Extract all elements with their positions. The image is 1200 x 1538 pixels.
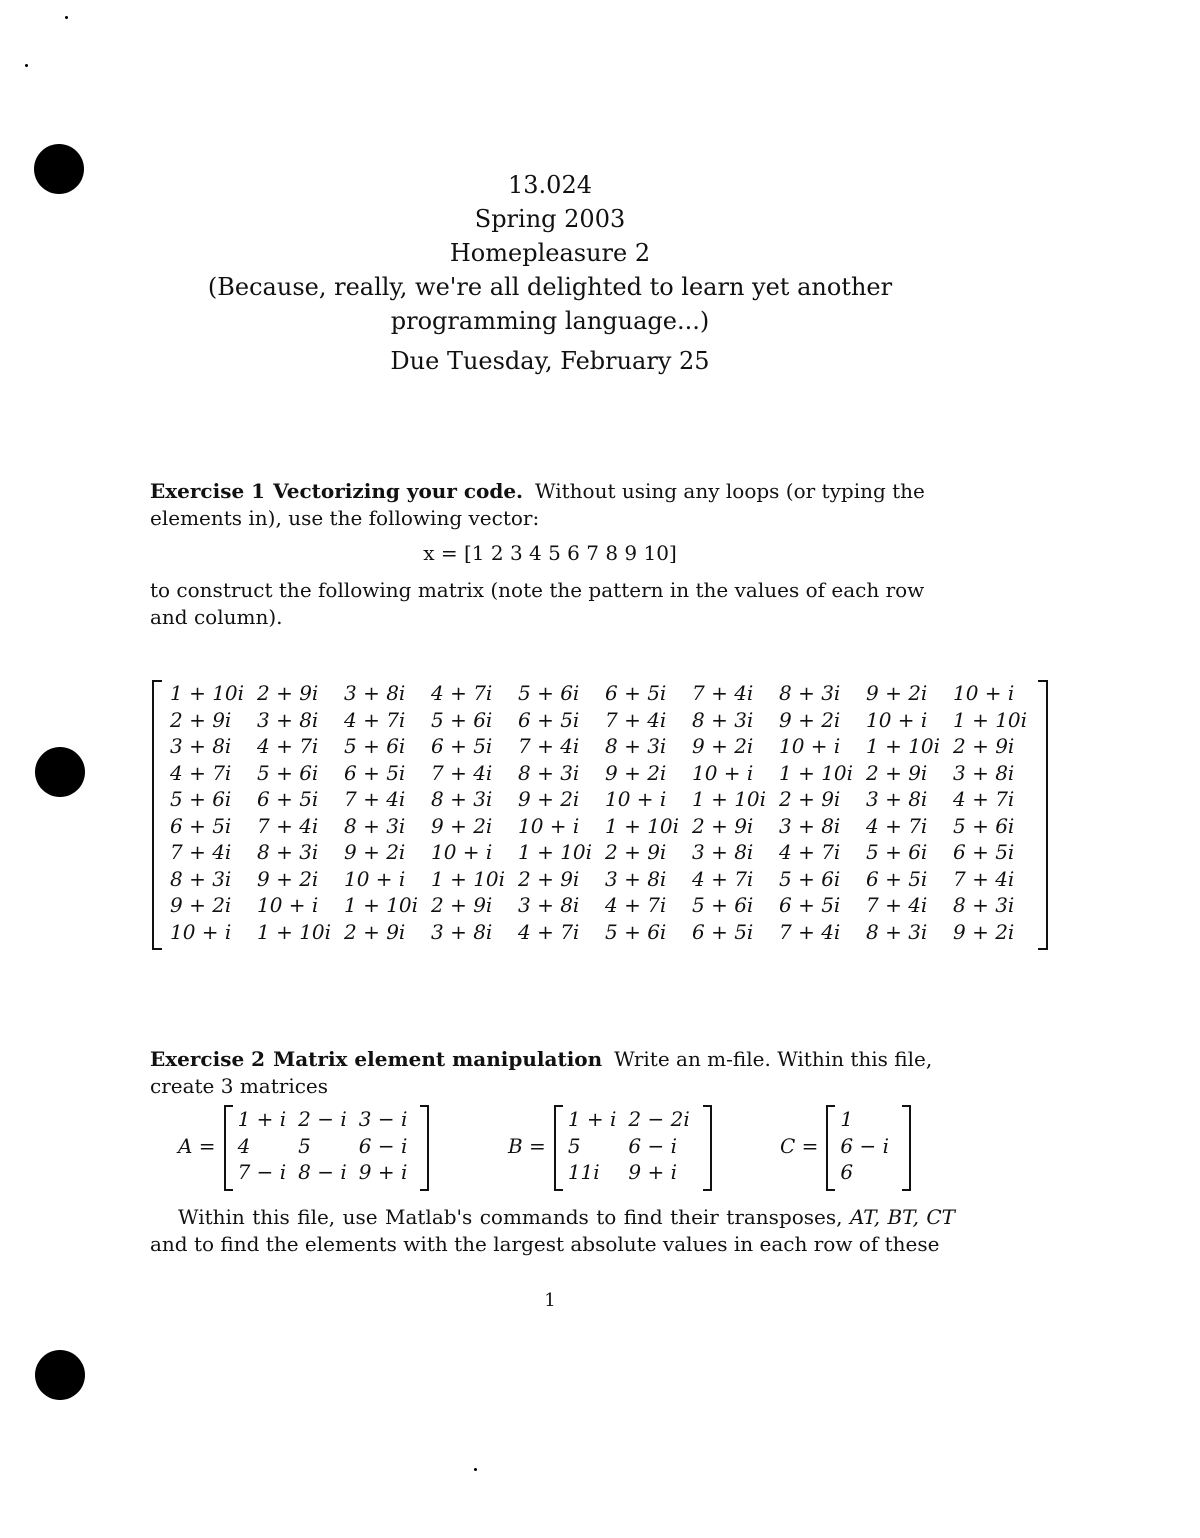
matrix-b-body [554, 1105, 712, 1187]
matrix-c-cell: 6 − i [840, 1133, 890, 1158]
matrix-b-cell: 5 [567, 1133, 581, 1158]
complex-matrix-cell: 7 + 4i [170, 840, 232, 865]
exercise-2-title: Matrix element manipulation [273, 1047, 603, 1071]
complex-matrix-cell: 4 + 7i [779, 840, 841, 865]
complex-matrix-cell: 8 + 3i [257, 840, 319, 865]
complex-matrix-cell: 7 + 4i [431, 760, 493, 785]
complex-matrix-cell: 8 + 3i [605, 734, 667, 759]
matrix-c-left-bracket [826, 1105, 835, 1191]
complex-matrix-cell: 7 + 4i [779, 919, 841, 944]
transposes-expression: AT, BT, CT [849, 1205, 956, 1229]
assignment-subtitle: (Because, really, we're all delighted to learn yet another programming language...) [207, 273, 893, 335]
complex-matrix-cell: 8 + 3i [692, 707, 754, 732]
exercise-2 [150, 1046, 950, 1100]
exercise-2-text: Write an m-file. Within this file, create 3 matrices [150, 1047, 933, 1098]
complex-matrix-cell: 7 + 4i [866, 893, 928, 918]
matrix-a-table [236, 1106, 418, 1186]
complex-matrix-cell: 1 + 10i [692, 787, 767, 812]
complex-matrix-cell: 4 + 7i [692, 866, 754, 891]
matrix-a-cell: 3 − i [358, 1107, 408, 1132]
matrix-c-row [838, 1133, 899, 1160]
matrix-a-cell: 6 − i [358, 1133, 408, 1158]
exercise-1-text: Without using any loops (or typing the elements in), use the following vector: [150, 479, 925, 530]
complex-matrix-cell: 1 + 10i [953, 707, 1028, 732]
complex-matrix-cell: 4 + 7i [170, 760, 232, 785]
complex-matrix-cell: 1 + 10i [431, 866, 506, 891]
complex-matrix-cell: 9 + 2i [953, 919, 1015, 944]
matrix-right-bracket [1038, 680, 1048, 950]
complex-matrix-cell: 2 + 9i [344, 919, 406, 944]
matrix-b-name: B = [508, 1134, 546, 1158]
complex-matrix-cell: 2 + 9i [257, 681, 319, 706]
matrix-b-row [566, 1106, 700, 1133]
matrix-b [508, 1104, 712, 1188]
matrix-c-body [826, 1105, 911, 1187]
complex-matrix-cell: 8 + 3i [779, 681, 841, 706]
matrix-b-cell: 9 + i [628, 1160, 677, 1185]
complex-matrix-cell: 10 + i [866, 707, 928, 732]
complex-matrix-cell: 5 + 6i [953, 813, 1015, 838]
complex-matrix-cell: 6 + 5i [953, 840, 1015, 865]
exercise-1-text-2: to construct the following matrix (note the pattern in the values of each row and column). [150, 578, 925, 629]
matrix-a-row [236, 1133, 418, 1160]
complex-matrix-row [170, 733, 1040, 760]
complex-matrix-cell: 4 + 7i [866, 813, 928, 838]
complex-matrix-cell: 8 + 3i [170, 866, 232, 891]
scan-speck [474, 1468, 477, 1471]
complex-matrix-cell: 1 + 10i [779, 760, 854, 785]
complex-matrix-row [170, 919, 1040, 946]
exercise-1-statement [150, 478, 950, 532]
complex-matrix-cell: 9 + 2i [866, 681, 928, 706]
complex-matrix-cell: 4 + 7i [257, 734, 319, 759]
complex-matrix-cell: 1 + 10i [170, 681, 245, 706]
matrix-a-row [236, 1106, 418, 1133]
complex-matrix-cell: 7 + 4i [692, 681, 754, 706]
matrix-definitions [178, 1104, 938, 1188]
matrix-a-name: A = [178, 1134, 216, 1158]
complex-matrix-cell: 10 + i [518, 813, 580, 838]
complex-matrix-cell: 1 + 10i [257, 919, 332, 944]
complex-matrix-cell: 10 + i [170, 919, 232, 944]
complex-matrix-cell: 6 + 5i [518, 707, 580, 732]
matrix-a-left-bracket [224, 1105, 233, 1191]
exercise-2-label: Exercise 2 [150, 1047, 266, 1071]
complex-matrix-cell: 7 + 4i [518, 734, 580, 759]
complex-matrix-cell: 7 + 4i [605, 707, 667, 732]
complex-matrix-cell: 7 + 4i [257, 813, 319, 838]
complex-matrix-cell: 7 + 4i [953, 866, 1015, 891]
complex-matrix-row [170, 813, 1040, 840]
complex-matrix-cell: 5 + 6i [779, 866, 841, 891]
complex-matrix-cell: 4 + 7i [518, 919, 580, 944]
complex-matrix-cell: 3 + 8i [692, 840, 754, 865]
matrix-b-row [566, 1159, 700, 1186]
matrix-c-cell: 1 [840, 1107, 854, 1132]
complex-matrix-row [170, 707, 1040, 734]
complex-matrix-cell: 10 + i [953, 681, 1015, 706]
complex-matrix-cell: 10 + i [779, 734, 841, 759]
complex-matrix-cell: 3 + 8i [170, 734, 232, 759]
complex-matrix-cell: 9 + 2i [170, 893, 232, 918]
matrix-b-cell: 2 − 2i [628, 1107, 690, 1132]
complex-matrix-row [170, 786, 1040, 813]
complex-matrix-cell: 3 + 8i [779, 813, 841, 838]
exercise-2-paragraph-end: and to find the elements with the largest absolute values in each row of these [150, 1232, 940, 1256]
matrix-a-cell: 5 [298, 1133, 311, 1158]
complex-matrix-cell: 7 + 4i [344, 787, 406, 812]
exercise-2-paragraph-start: Within this file, use Matlab's commands to find their transposes, [178, 1205, 843, 1229]
complex-matrix-cell: 5 + 6i [692, 893, 754, 918]
complex-matrix-cell: 2 + 9i [605, 840, 667, 865]
complex-matrix-cell: 10 + i [431, 840, 493, 865]
complex-matrix-row [170, 839, 1040, 866]
complex-matrix-cell: 9 + 2i [344, 840, 406, 865]
complex-matrix-cell: 2 + 9i [866, 760, 928, 785]
complex-matrix-cell: 1 + 10i [344, 893, 419, 918]
complex-matrix-table [170, 680, 1040, 945]
scan-speck [25, 64, 28, 67]
complex-matrix-row [170, 680, 1040, 707]
complex-matrix-cell: 10 + i [257, 893, 319, 918]
matrix-c-row [838, 1106, 899, 1133]
complex-matrix-cell: 2 + 9i [431, 893, 493, 918]
matrix-b-right-bracket [703, 1105, 712, 1191]
matrix-c-name: C = [780, 1134, 819, 1158]
complex-matrix-cell: 8 + 3i [953, 893, 1015, 918]
matrix-c [780, 1104, 911, 1188]
complex-matrix-cell: 2 + 9i [779, 787, 841, 812]
complex-matrix-cell: 1 + 10i [866, 734, 941, 759]
complex-matrix-cell: 3 + 8i [866, 787, 928, 812]
complex-matrix-cell: 8 + 3i [866, 919, 928, 944]
matrix-b-row [566, 1133, 700, 1160]
complex-matrix-cell: 3 + 8i [518, 893, 580, 918]
term: Spring 2003 [474, 205, 626, 233]
scan-speck [65, 16, 68, 19]
complex-matrix-cell: 10 + i [344, 866, 406, 891]
complex-matrix-cell: 1 + 10i [605, 813, 680, 838]
complex-matrix-cell: 9 + 2i [779, 707, 841, 732]
course-number: 13.024 [508, 171, 592, 199]
matrix-a-right-bracket [420, 1105, 429, 1191]
matrix-a-row [236, 1159, 418, 1186]
complex-matrix-cell: 5 + 6i [866, 840, 928, 865]
complex-matrix-cell: 3 + 8i [953, 760, 1015, 785]
complex-matrix-cell: 9 + 2i [257, 866, 319, 891]
matrix-a-cell: 4 [237, 1133, 251, 1158]
complex-matrix-cell: 9 + 2i [518, 787, 580, 812]
matrix-a-body [224, 1105, 430, 1187]
complex-matrix-cell: 6 + 5i [344, 760, 406, 785]
matrix-a [178, 1104, 429, 1188]
exercise-1 [150, 478, 950, 631]
complex-matrix-cell: 10 + i [692, 760, 754, 785]
exercise-2-statement [150, 1046, 950, 1100]
matrix-c-right-bracket [902, 1105, 911, 1191]
complex-matrix-row [170, 760, 1040, 787]
matrix-b-cell: 1 + i [567, 1107, 617, 1132]
matrix-b-table [566, 1106, 700, 1186]
complex-matrix-cell: 2 + 9i [692, 813, 754, 838]
complex-matrix [152, 680, 1048, 946]
complex-matrix-cell: 6 + 5i [605, 681, 667, 706]
matrix-b-cell: 6 − i [628, 1133, 677, 1158]
complex-matrix-row [170, 866, 1040, 893]
binder-hole-middle [35, 747, 85, 797]
matrix-a-cell: 2 − i [298, 1107, 347, 1132]
title-block [0, 168, 1100, 378]
page-number: 1 [544, 1290, 556, 1311]
complex-matrix-cell: 4 + 7i [344, 707, 406, 732]
complex-matrix-cell: 2 + 9i [170, 707, 232, 732]
complex-matrix-cell: 4 + 7i [431, 681, 493, 706]
complex-matrix-cell: 8 + 3i [518, 760, 580, 785]
complex-matrix-cell: 5 + 6i [170, 787, 232, 812]
complex-matrix-cell: 10 + i [605, 787, 667, 812]
exercise-1-label: Exercise 1 [150, 479, 266, 503]
matrix-a-cell: 9 + i [358, 1160, 408, 1185]
matrix-b-cell: 11i [567, 1160, 600, 1185]
matrix-c-cell: 6 [840, 1160, 854, 1185]
matrix-b-left-bracket [554, 1105, 563, 1191]
complex-matrix-cell: 6 + 5i [170, 813, 232, 838]
complex-matrix-cell: 5 + 6i [257, 760, 319, 785]
complex-matrix-cell: 3 + 8i [344, 681, 406, 706]
exercise-2-paragraph [150, 1204, 955, 1258]
complex-matrix-cell: 5 + 6i [518, 681, 580, 706]
complex-matrix-cell: 3 + 8i [605, 866, 667, 891]
complex-matrix-cell: 9 + 2i [692, 734, 754, 759]
matrix-a-cell: 8 − i [298, 1160, 347, 1185]
matrix-a-cell: 1 + i [237, 1107, 287, 1132]
due-date: Due Tuesday, February 25 [390, 347, 710, 375]
complex-matrix-cell: 9 + 2i [605, 760, 667, 785]
complex-matrix-cell: 6 + 5i [431, 734, 493, 759]
assignment-title: Homepleasure 2 [449, 239, 651, 267]
complex-matrix-cell: 4 + 7i [953, 787, 1015, 812]
complex-matrix-cell: 8 + 3i [431, 787, 493, 812]
complex-matrix-cell: 8 + 3i [344, 813, 406, 838]
exercise-1-title: Vectorizing your code. [273, 479, 524, 503]
matrix-c-row [838, 1159, 899, 1186]
complex-matrix-cell: 2 + 9i [518, 866, 580, 891]
complex-matrix-cell: 2 + 9i [953, 734, 1015, 759]
complex-matrix-cell: 6 + 5i [257, 787, 319, 812]
complex-matrix-row [170, 892, 1040, 919]
complex-matrix-cell: 6 + 5i [779, 893, 841, 918]
complex-matrix-cell: 5 + 6i [344, 734, 406, 759]
complex-matrix-cell: 6 + 5i [692, 919, 754, 944]
matrix-left-bracket [152, 680, 162, 950]
matrix-a-cell: 7 − i [237, 1160, 287, 1185]
x-vector-equation: x = [1 2 3 4 5 6 7 8 9 10] [423, 541, 677, 565]
binder-hole-bottom [35, 1350, 85, 1400]
matrix-c-table [838, 1106, 899, 1186]
complex-matrix-cell: 3 + 8i [257, 707, 319, 732]
complex-matrix-cell: 5 + 6i [431, 707, 493, 732]
complex-matrix-cell: 1 + 10i [518, 840, 593, 865]
complex-matrix-cell: 3 + 8i [431, 919, 493, 944]
complex-matrix-cell: 9 + 2i [431, 813, 493, 838]
complex-matrix-cell: 5 + 6i [605, 919, 667, 944]
complex-matrix-cell: 4 + 7i [605, 893, 667, 918]
complex-matrix-cell: 6 + 5i [866, 866, 928, 891]
